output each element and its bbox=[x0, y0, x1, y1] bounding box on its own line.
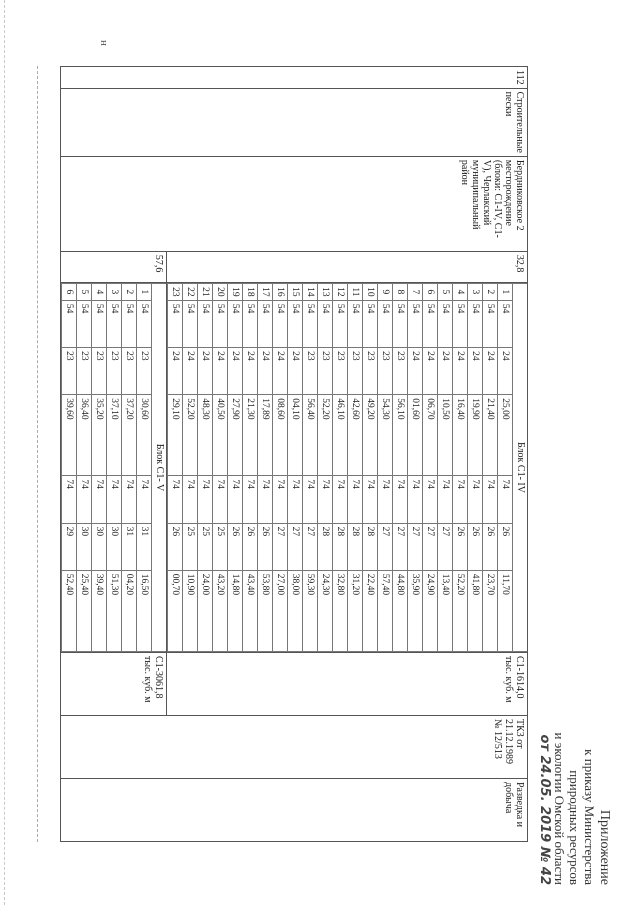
latitude-part: 54 bbox=[213, 300, 228, 347]
longitude-part: 11,70 bbox=[498, 570, 513, 651]
latitude-part: 54,30 bbox=[378, 395, 393, 476]
point-number: 2 bbox=[483, 283, 498, 300]
coordinate-row bbox=[228, 283, 243, 651]
longitude-part: 74 bbox=[198, 476, 213, 523]
longitude-part: 31 bbox=[122, 523, 137, 570]
use-purpose: Разведка и добыча bbox=[61, 779, 528, 842]
longitude-part: 28 bbox=[318, 523, 333, 570]
longitude-part: 51,30 bbox=[107, 570, 122, 651]
longitude-part: 28 bbox=[348, 523, 363, 570]
latitude-part: 24 bbox=[168, 348, 183, 395]
longitude-part: 74 bbox=[363, 476, 378, 523]
latitude-part: 23 bbox=[137, 348, 152, 395]
point-number: 3 bbox=[468, 283, 483, 300]
coordinate-row bbox=[273, 283, 288, 651]
longitude-part: 74 bbox=[168, 476, 183, 523]
longitude-part: 28 bbox=[363, 523, 378, 570]
latitude-part: 23 bbox=[122, 348, 137, 395]
latitude-part: 54 bbox=[423, 300, 438, 347]
longitude-part: 26 bbox=[453, 523, 468, 570]
latitude-part: 54 bbox=[168, 300, 183, 347]
latitude-part: 48,30 bbox=[198, 395, 213, 476]
latitude-part: 21,30 bbox=[243, 395, 258, 476]
latitude-part: 52,20 bbox=[318, 395, 333, 476]
point-number: 1 bbox=[498, 283, 513, 300]
latitude-part: 24 bbox=[483, 348, 498, 395]
coordinate-row bbox=[183, 283, 198, 651]
coordinate-row bbox=[408, 283, 423, 651]
block-area: 57,6 bbox=[61, 251, 167, 282]
coordinate-row bbox=[288, 283, 303, 651]
latitude-part: 08,60 bbox=[273, 395, 288, 476]
longitude-part: 74 bbox=[243, 476, 258, 523]
latitude-part: 35,20 bbox=[92, 395, 107, 476]
longitude-part: 57,40 bbox=[378, 570, 393, 651]
block-reserve: C1-1614,0 тыс. куб. м bbox=[167, 653, 528, 716]
latitude-part: 29,10 bbox=[168, 395, 183, 476]
point-number: 19 bbox=[228, 283, 243, 300]
longitude-part: 74 bbox=[77, 476, 92, 523]
point-number: 4 bbox=[92, 283, 107, 300]
mineral-type: Строительные пески bbox=[61, 88, 528, 156]
latitude-part: 06,70 bbox=[423, 395, 438, 476]
longitude-part: 74 bbox=[137, 476, 152, 523]
longitude-part: 30 bbox=[77, 523, 92, 570]
longitude-part: 24,90 bbox=[423, 570, 438, 651]
latitude-part: 24 bbox=[183, 348, 198, 395]
coordinate-row bbox=[378, 283, 393, 651]
longitude-part: 74 bbox=[348, 476, 363, 523]
longitude-part: 27 bbox=[303, 523, 318, 570]
block-name: Блок C1- IV bbox=[513, 283, 528, 651]
latitude-part: 24 bbox=[228, 348, 243, 395]
longitude-part: 22,40 bbox=[363, 570, 378, 651]
longitude-part: 44,80 bbox=[393, 570, 408, 651]
latitude-part: 21,40 bbox=[483, 395, 498, 476]
latitude-part: 54 bbox=[258, 300, 273, 347]
longitude-part: 39,40 bbox=[92, 570, 107, 651]
coordinate-row bbox=[122, 283, 137, 651]
longitude-part: 00,70 bbox=[168, 570, 183, 651]
longitude-part: 35,90 bbox=[408, 570, 423, 651]
longitude-part: 52,20 bbox=[453, 570, 468, 651]
latitude-part: 23 bbox=[77, 348, 92, 395]
longitude-part: 74 bbox=[438, 476, 453, 523]
point-number: 6 bbox=[423, 283, 438, 300]
latitude-part: 04,10 bbox=[288, 395, 303, 476]
latitude-part: 52,20 bbox=[183, 395, 198, 476]
point-number: 13 bbox=[318, 283, 333, 300]
longitude-part: 74 bbox=[453, 476, 468, 523]
longitude-part: 26 bbox=[168, 523, 183, 570]
longitude-part: 27 bbox=[408, 523, 423, 570]
latitude-part: 23 bbox=[107, 348, 122, 395]
point-number: 11 bbox=[348, 283, 363, 300]
latitude-part: 25,00 bbox=[498, 395, 513, 476]
latitude-part: 23 bbox=[303, 348, 318, 395]
coordinate-row bbox=[363, 283, 378, 651]
latitude-part: 23 bbox=[363, 348, 378, 395]
longitude-part: 25 bbox=[213, 523, 228, 570]
point-number: 3 bbox=[107, 283, 122, 300]
coords-cell bbox=[61, 282, 167, 652]
point-number: 12 bbox=[333, 283, 348, 300]
latitude-part: 27,90 bbox=[228, 395, 243, 476]
coordinate-row bbox=[77, 283, 92, 651]
point-number: 2 bbox=[122, 283, 137, 300]
longitude-part: 27 bbox=[438, 523, 453, 570]
point-number: 22 bbox=[183, 283, 198, 300]
latitude-part: 54 bbox=[378, 300, 393, 347]
latitude-part: 54 bbox=[92, 300, 107, 347]
coordinate-row bbox=[107, 283, 122, 651]
latitude-part: 24 bbox=[438, 348, 453, 395]
latitude-part: 54 bbox=[468, 300, 483, 347]
latitude-part: 54 bbox=[137, 300, 152, 347]
latitude-part: 54 bbox=[243, 300, 258, 347]
longitude-part: 52,40 bbox=[62, 570, 77, 651]
latitude-part: 54 bbox=[107, 300, 122, 347]
longitude-part: 13,40 bbox=[438, 570, 453, 651]
longitude-part: 24,00 bbox=[198, 570, 213, 651]
point-number: 5 bbox=[438, 283, 453, 300]
coordinate-row bbox=[92, 283, 107, 651]
latitude-part: 54 bbox=[183, 300, 198, 347]
latitude-part: 54 bbox=[393, 300, 408, 347]
longitude-part: 32,80 bbox=[333, 570, 348, 651]
coordinate-row bbox=[258, 283, 273, 651]
latitude-part: 54 bbox=[77, 300, 92, 347]
latitude-part: 23 bbox=[378, 348, 393, 395]
longitude-part: 26 bbox=[468, 523, 483, 570]
coordinate-row bbox=[438, 283, 453, 651]
latitude-part: 24 bbox=[243, 348, 258, 395]
coordinate-row bbox=[393, 283, 408, 651]
appendix-line-1: к приказу Министерства природных ресурсов bbox=[567, 749, 597, 885]
coordinate-row bbox=[468, 283, 483, 651]
latitude-part: 46,10 bbox=[333, 395, 348, 476]
longitude-part: 74 bbox=[333, 476, 348, 523]
latitude-part: 24 bbox=[408, 348, 423, 395]
latitude-part: 37,20 bbox=[122, 395, 137, 476]
coordinate-row bbox=[213, 283, 228, 651]
latitude-part: 23 bbox=[348, 348, 363, 395]
latitude-part: 56,40 bbox=[303, 395, 318, 476]
longitude-part: 28 bbox=[333, 523, 348, 570]
longitude-part: 74 bbox=[183, 476, 198, 523]
longitude-part: 43,20 bbox=[213, 570, 228, 651]
longitude-part: 74 bbox=[228, 476, 243, 523]
longitude-part: 30 bbox=[107, 523, 122, 570]
point-number: 1 bbox=[137, 283, 152, 300]
coordinates-table bbox=[61, 283, 166, 652]
longitude-part: 26 bbox=[243, 523, 258, 570]
row-number: 112 bbox=[61, 67, 528, 89]
appendix-header bbox=[537, 695, 612, 885]
coords-cell bbox=[167, 282, 528, 652]
longitude-part: 74 bbox=[288, 476, 303, 523]
latitude-part: 54 bbox=[498, 300, 513, 347]
coordinate-row bbox=[498, 283, 513, 651]
point-number: 18 bbox=[243, 283, 258, 300]
latitude-part: 54 bbox=[453, 300, 468, 347]
point-number: 23 bbox=[168, 283, 183, 300]
longitude-part: 30 bbox=[92, 523, 107, 570]
longitude-part: 74 bbox=[107, 476, 122, 523]
longitude-part: 74 bbox=[423, 476, 438, 523]
latitude-part: 24 bbox=[453, 348, 468, 395]
longitude-part: 74 bbox=[122, 476, 137, 523]
coordinate-row bbox=[453, 283, 468, 651]
latitude-part: 54 bbox=[228, 300, 243, 347]
block-name-row bbox=[152, 283, 167, 651]
longitude-part: 26 bbox=[498, 523, 513, 570]
longitude-part: 59,30 bbox=[303, 570, 318, 651]
longitude-part: 25 bbox=[183, 523, 198, 570]
longitude-part: 74 bbox=[483, 476, 498, 523]
latitude-part: 42,60 bbox=[348, 395, 363, 476]
point-number: 5 bbox=[77, 283, 92, 300]
latitude-part: 40,50 bbox=[213, 395, 228, 476]
point-number: 15 bbox=[288, 283, 303, 300]
latitude-part: 49,20 bbox=[363, 395, 378, 476]
longitude-part: 74 bbox=[393, 476, 408, 523]
license-table bbox=[60, 66, 528, 842]
latitude-part: 36,40 bbox=[77, 395, 92, 476]
longitude-part: 27 bbox=[273, 523, 288, 570]
longitude-part: 74 bbox=[318, 476, 333, 523]
coordinate-row bbox=[168, 283, 183, 651]
latitude-part: 54 bbox=[122, 300, 137, 347]
longitude-part: 31 bbox=[137, 523, 152, 570]
latitude-part: 23 bbox=[333, 348, 348, 395]
longitude-part: 74 bbox=[303, 476, 318, 523]
point-number: 14 bbox=[303, 283, 318, 300]
latitude-part: 24 bbox=[423, 348, 438, 395]
latitude-part: 24 bbox=[288, 348, 303, 395]
latitude-part: 54 bbox=[363, 300, 378, 347]
point-number: 4 bbox=[453, 283, 468, 300]
latitude-part: 23 bbox=[393, 348, 408, 395]
longitude-part: 41,80 bbox=[468, 570, 483, 651]
longitude-part: 43,40 bbox=[243, 570, 258, 651]
block-reserve: C1-3061,8 тыс. куб. м bbox=[61, 653, 167, 716]
coordinate-row bbox=[198, 283, 213, 651]
latitude-part: 56,10 bbox=[393, 395, 408, 476]
point-number: 17 bbox=[258, 283, 273, 300]
coordinate-row bbox=[333, 283, 348, 651]
latitude-part: 54 bbox=[62, 300, 77, 347]
latitude-part: 24 bbox=[498, 348, 513, 395]
latitude-part: 54 bbox=[273, 300, 288, 347]
block-row-1 bbox=[167, 67, 528, 842]
point-number: 16 bbox=[273, 283, 288, 300]
order-date-number: от 24.05. 2019 № 42 bbox=[537, 734, 552, 885]
deposit-name: Бердниковское 2 месторождение (блоки: C1-IV, C1-V), Черлакский муниципальный район bbox=[61, 156, 528, 251]
latitude-part: 17,89 bbox=[258, 395, 273, 476]
point-number: 7 bbox=[408, 283, 423, 300]
longitude-part: 27 bbox=[423, 523, 438, 570]
latitude-part: 37,10 bbox=[107, 395, 122, 476]
longitude-part: 16,50 bbox=[137, 570, 152, 651]
longitude-part: 74 bbox=[62, 476, 77, 523]
latitude-part: 24 bbox=[198, 348, 213, 395]
latitude-part: 19,90 bbox=[468, 395, 483, 476]
longitude-part: 26 bbox=[483, 523, 498, 570]
block-name: Блок C1- V bbox=[152, 283, 167, 651]
longitude-part: 04,20 bbox=[122, 570, 137, 651]
latitude-part: 39,60 bbox=[62, 395, 77, 476]
longitude-part: 74 bbox=[273, 476, 288, 523]
latitude-part: 24 bbox=[213, 348, 228, 395]
longitude-part: 23,70 bbox=[483, 570, 498, 651]
longitude-part: 74 bbox=[378, 476, 393, 523]
point-number: 10 bbox=[363, 283, 378, 300]
longitude-part: 27 bbox=[288, 523, 303, 570]
latitude-part: 54 bbox=[348, 300, 363, 347]
page-mark: н bbox=[98, 40, 110, 46]
latitude-part: 54 bbox=[483, 300, 498, 347]
longitude-part: 74 bbox=[213, 476, 228, 523]
longitude-part: 14,80 bbox=[228, 570, 243, 651]
scan-cut-line bbox=[36, 66, 38, 842]
block-area: 32,8 bbox=[167, 251, 528, 282]
longitude-part: 74 bbox=[258, 476, 273, 523]
coordinate-row bbox=[303, 283, 318, 651]
latitude-part: 23 bbox=[62, 348, 77, 395]
latitude-part: 24 bbox=[273, 348, 288, 395]
longitude-part: 25,40 bbox=[77, 570, 92, 651]
coordinate-row bbox=[137, 283, 152, 651]
latitude-part: 01,60 bbox=[408, 395, 423, 476]
appendix-line-2: и экологии Омской области bbox=[552, 732, 567, 885]
longitude-part: 74 bbox=[408, 476, 423, 523]
longitude-part: 26 bbox=[228, 523, 243, 570]
tkz-protocol: ТКЗ от 21.12.1989 № 12/513 bbox=[61, 716, 528, 779]
latitude-part: 24 bbox=[258, 348, 273, 395]
latitude-part: 16,40 bbox=[453, 395, 468, 476]
point-number: 20 bbox=[213, 283, 228, 300]
longitude-part: 31,20 bbox=[348, 570, 363, 651]
latitude-part: 54 bbox=[318, 300, 333, 347]
longitude-part: 24,30 bbox=[318, 570, 333, 651]
coordinate-row bbox=[62, 283, 77, 651]
coordinate-row bbox=[318, 283, 333, 651]
latitude-part: 23 bbox=[318, 348, 333, 395]
latitude-part: 30,60 bbox=[137, 395, 152, 476]
longitude-part: 27 bbox=[393, 523, 408, 570]
longitude-part: 10,90 bbox=[183, 570, 198, 651]
coordinate-row bbox=[348, 283, 363, 651]
latitude-part: 24 bbox=[468, 348, 483, 395]
latitude-part: 54 bbox=[303, 300, 318, 347]
point-number: 8 bbox=[393, 283, 408, 300]
latitude-part: 54 bbox=[438, 300, 453, 347]
block-name-row bbox=[513, 283, 528, 651]
longitude-part: 26 bbox=[258, 523, 273, 570]
latitude-part: 10,50 bbox=[438, 395, 453, 476]
longitude-part: 29 bbox=[62, 523, 77, 570]
latitude-part: 54 bbox=[333, 300, 348, 347]
longitude-part: 74 bbox=[498, 476, 513, 523]
longitude-part: 27,00 bbox=[273, 570, 288, 651]
latitude-part: 23 bbox=[92, 348, 107, 395]
coordinate-row bbox=[483, 283, 498, 651]
longitude-part: 74 bbox=[468, 476, 483, 523]
longitude-part: 27 bbox=[378, 523, 393, 570]
appendix-title: Приложение bbox=[597, 809, 612, 885]
point-number: 9 bbox=[378, 283, 393, 300]
longitude-part: 74 bbox=[92, 476, 107, 523]
longitude-part: 25 bbox=[198, 523, 213, 570]
point-number: 6 bbox=[62, 283, 77, 300]
latitude-part: 54 bbox=[288, 300, 303, 347]
point-number: 21 bbox=[198, 283, 213, 300]
latitude-part: 54 bbox=[408, 300, 423, 347]
coordinate-row bbox=[243, 283, 258, 651]
coordinates-table bbox=[167, 283, 527, 652]
longitude-part: 38,00 bbox=[288, 570, 303, 651]
latitude-part: 54 bbox=[198, 300, 213, 347]
longitude-part: 53,80 bbox=[258, 570, 273, 651]
coordinate-row bbox=[423, 283, 438, 651]
